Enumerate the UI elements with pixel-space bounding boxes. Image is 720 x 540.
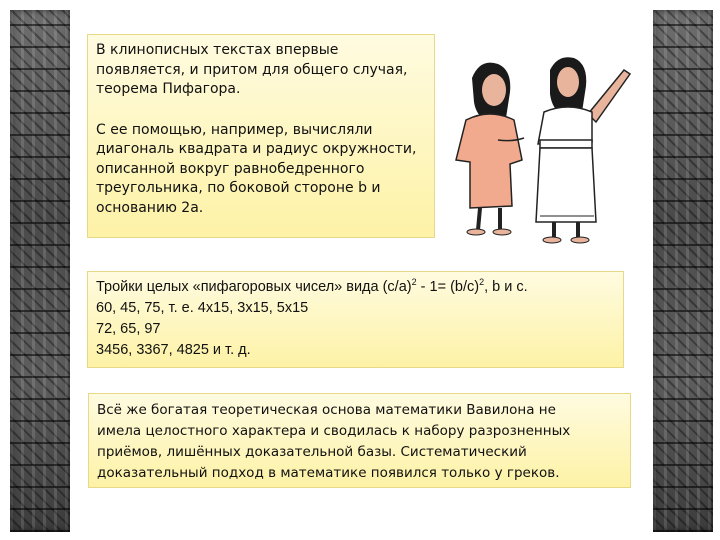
intro-paragraph: В клинописных текстах впервые появляется, и притом для общего случая, теорема Пифагора. xyxy=(96,42,408,97)
triples-text-box xyxy=(87,271,624,368)
figure-left xyxy=(456,63,524,235)
triple-example-2: 72, 65, 97 xyxy=(96,321,161,337)
conclusion-text-box xyxy=(88,393,631,488)
formula-part-1: Тройки целых «пифагоровых чисел» вида (c/a) xyxy=(96,279,412,295)
babylonian-figures-illustration xyxy=(440,30,650,250)
formula-part-3: , b и c. xyxy=(484,279,528,295)
triple-example-3: 3456, 3367, 4825 и т. д. xyxy=(96,342,251,358)
triples-formula-line xyxy=(96,277,615,298)
formula-exponent-2: 2 xyxy=(479,277,485,288)
intro-text-box xyxy=(87,34,435,238)
cuneiform-strip-left xyxy=(10,10,70,532)
figure-right xyxy=(536,57,630,243)
conclusion-paragraph: Всё же богатая теоретическая основа математики Вавилона не имела целостного характера и сводилась к набору разрозненных приёмов, лишённых доказательной базы. Систематический доказательный подход в математике появился только у греков. xyxy=(97,402,571,481)
formula-part-2: - 1= (b/c) xyxy=(416,279,480,295)
formula-exponent-1: 2 xyxy=(411,277,417,288)
usage-paragraph: С ее помощью, например, вычисляли диагональ квадрата и радиус окружности, описанной вокруг равнобедренного треугольника, по боковой стороне b и основанию 2a. xyxy=(96,121,417,216)
cuneiform-strip-right xyxy=(653,10,713,532)
triple-example-1: 60, 45, 75, т. е. 4x15, 3x15, 5x15 xyxy=(96,300,309,316)
